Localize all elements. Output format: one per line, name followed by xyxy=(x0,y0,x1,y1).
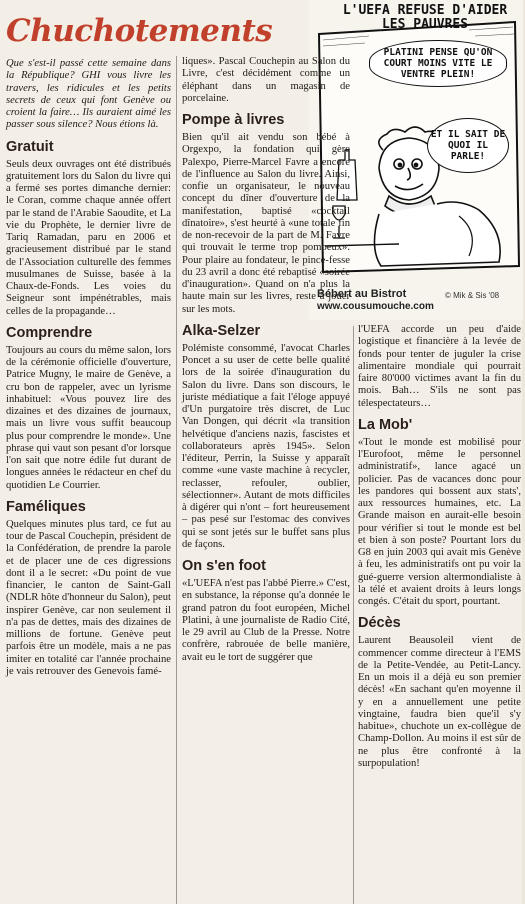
column-divider xyxy=(353,326,354,904)
cartoon-credit: © Mik & Sis '08 xyxy=(445,291,500,300)
text-foot: «L'UEFA n'est pas l'abbé Pierre.» C'est, en substance, la réponse qu'a donnée le grand patron du foot européen, Michel Platini, à une journaliste de Radio Cité, le 29 avril au Club de la Presse. Notre confrère, rabrouée de belle manière, avait eu le tort de suggérer que xyxy=(182,578,350,663)
heading-gratuit: Gratuit xyxy=(6,138,54,155)
text-comprendre: Toujours au cours du même salon, lors de la cérémonie officielle d'ouverture, Patrice Mugny, le maire de Genève, a cru bon de rappeler, avec un lyrisme inhabituel: «Vous pouvez lire des dizaines et des dizaines de journaux, mais un livre vous suffit beaucoup plus pour comprendre le monde». Une phrase qui vaut son pesant d'or lorsque l'on sait que notre édile fut durant de longues années le rédacteur en chef du quotidien Le Courrier. xyxy=(6,344,171,491)
heading-fameliques: Faméliques xyxy=(6,498,86,515)
text-mob: «Tout le monde est mobilisé pour l'Eurofoot, même le personnel administratif», lance agacé un policier. Pas de vacances donc pour les pandores qui bossent aux stats', aux ressources humaines, etc. La Grande maison en aurait-elle besoin pour vérifier si tout le monde est bel et bien à son poste? Pourtant lors du G8 en juin 2003 qui avait mis Genève à feu, les administratifs ont pu voir la gué-guerre version altermondialiste à la télé et avaient droits à leurs longs congés. C'était du sport, pourtant. xyxy=(358,436,521,607)
heading-comprendre: Comprendre xyxy=(6,324,93,341)
cartoon-url: www.cousumouche.com xyxy=(317,301,434,312)
heading-deces: Décès xyxy=(358,615,401,632)
column-1 xyxy=(6,58,171,678)
text-fameliques: Quelques minutes plus tard, ce fut au tour de Pascal Couchepin, président de la Confédération, de prendre la parole et de placer une de ces digressions dont il a le secret: «Du point de vue financier, le canton de Saint-Gall (NDLR hôte d'honneur du Salon), peut inspirer Genève, car non seulement il n'a pas de dettes, mais des dizaines de millions de fortune. Genève peut parfois être un modèle, mais a ne pas imiter en totalité car l'année prochaine je vais retrouver des Genevois famé- xyxy=(6,518,171,677)
heading-foot: On s'en foot xyxy=(182,558,266,574)
text-gratuit: Seuls deux ouvrages ont été distribués gratuitement lors du Salon du livre qui a fermé ses portes dimanche dernier: le Coran, comme chaque année offert par le stand de l'Arabie Saoudite, et La vie du Prophète, le dernier livre de Tariq Ramadan, paru en 2006 et gracieusement distribué par le stand de l'Association culturelle des femmes musulmanes de Suisse, basée à la Chaux-de-Fonds. Les voies du Seigneur sont impénétrables, mais celles de la propagande… xyxy=(6,158,171,317)
heading-mob: La Mob' xyxy=(358,416,413,433)
speech-bubble-1: PLATINI PENSE QU'ON COURT MOINS VITE LE VENTRE PLEIN! xyxy=(369,40,507,87)
text-fameliques-cont: liques». Pascal Couchepin au Salon du Livre, c'est décidément comme un éléphant dans un magasin de porcelaine. xyxy=(182,56,350,104)
cartoon-headline: L'UEFA REFUSE D'AIDER LES PAUVRES xyxy=(342,3,508,32)
column-3 xyxy=(358,324,521,770)
speech-bubble-2: ET IL SAIT DE QUOI IL PARLE! xyxy=(427,118,509,173)
text-pompe: Bien qu'il ait vendu son bébé à Orgexpo, la fondation qui gère Palexpo, Pierre-Marcel Favre a encore de l'influence au Salon du livre. Ainsi, confie un organisateur, le nouveau concept du dîner d'ouverture de la manifestation, baptisé «cocktail dînatoire», s'est heurté à «une totale fin de non-recevoir de la part de M. Favre qui trouvait le terme trop pompeux». Pour plaire au fondateur, le pince-fesse du 23 avril a donc été rebaptisé «soirée d'inauguration». Quand on n'a plus la haute main sur les livres, reste à jouer sur les mots. xyxy=(182,132,350,315)
cartoon-caption: Bébert au Bistrot xyxy=(317,288,407,300)
text-foot-cont: l'UEFA accorde un peu d'aide logistique et financière à la levée de fonds pour tenter de juguler la crise alimentaire mondiale qui pourrait faire 80'000 victimes avant la fin du mois. Bah… S'ils ne sont pas télespectateurs… xyxy=(358,324,521,409)
text-deces: Laurent Beausoleil vient de commencer comme directeur à l'EMS de la Petite-Vendée, au Petit-Lancy. En un mois il a déjà eu son premier décès! «En sachant qu'en moyenne il y en a annuellement une petite vingtaine, faudra bien que'il s'y habitue», chuchote un ex-collègue de Champ-Dollon. Au moins il est sûr de ne plus être confronté à la surpopulation! xyxy=(358,635,521,769)
text-alka: Polémiste consommé, l'avocat Charles Poncet a su user de cette belle qualité lors de la soirée d'inauguration du Salon du livre. Dans son discours, le juriste médiatique a fait l'éloge appuyé d'Un purgatoire très discret, de Luc Van Dongen, qui décrit «la transition helvétique d'anciens nazis, fascistes et collaborateurs après 1945». Selon l'éditeur, Perrin, la Suisse y apparaît comme «une vaste machine à recycler, reclasser, refouler, oublier, sélectionner». Autant de mots difficiles à digérer qui n'ont – fort heureusement – pas pesé sur l'estomac des convives qui se sont jetés sur le buffet sans plus de façons. xyxy=(182,342,350,550)
intro-text: Que s'est-il passé cette semaine dans la République? GHI vous livre les travers, les ridicules et les petits secrets de ceux qui font Genève ou croient la faire… Ils auraient aimé les passer sous silence? Nous étions là. xyxy=(6,58,171,131)
column-divider xyxy=(176,56,177,904)
heading-alka: Alka-Selzer xyxy=(182,322,261,339)
column-title: Chuchotements xyxy=(6,13,273,49)
heading-pompe: Pompe à livres xyxy=(182,112,285,128)
column-2 xyxy=(182,56,350,664)
